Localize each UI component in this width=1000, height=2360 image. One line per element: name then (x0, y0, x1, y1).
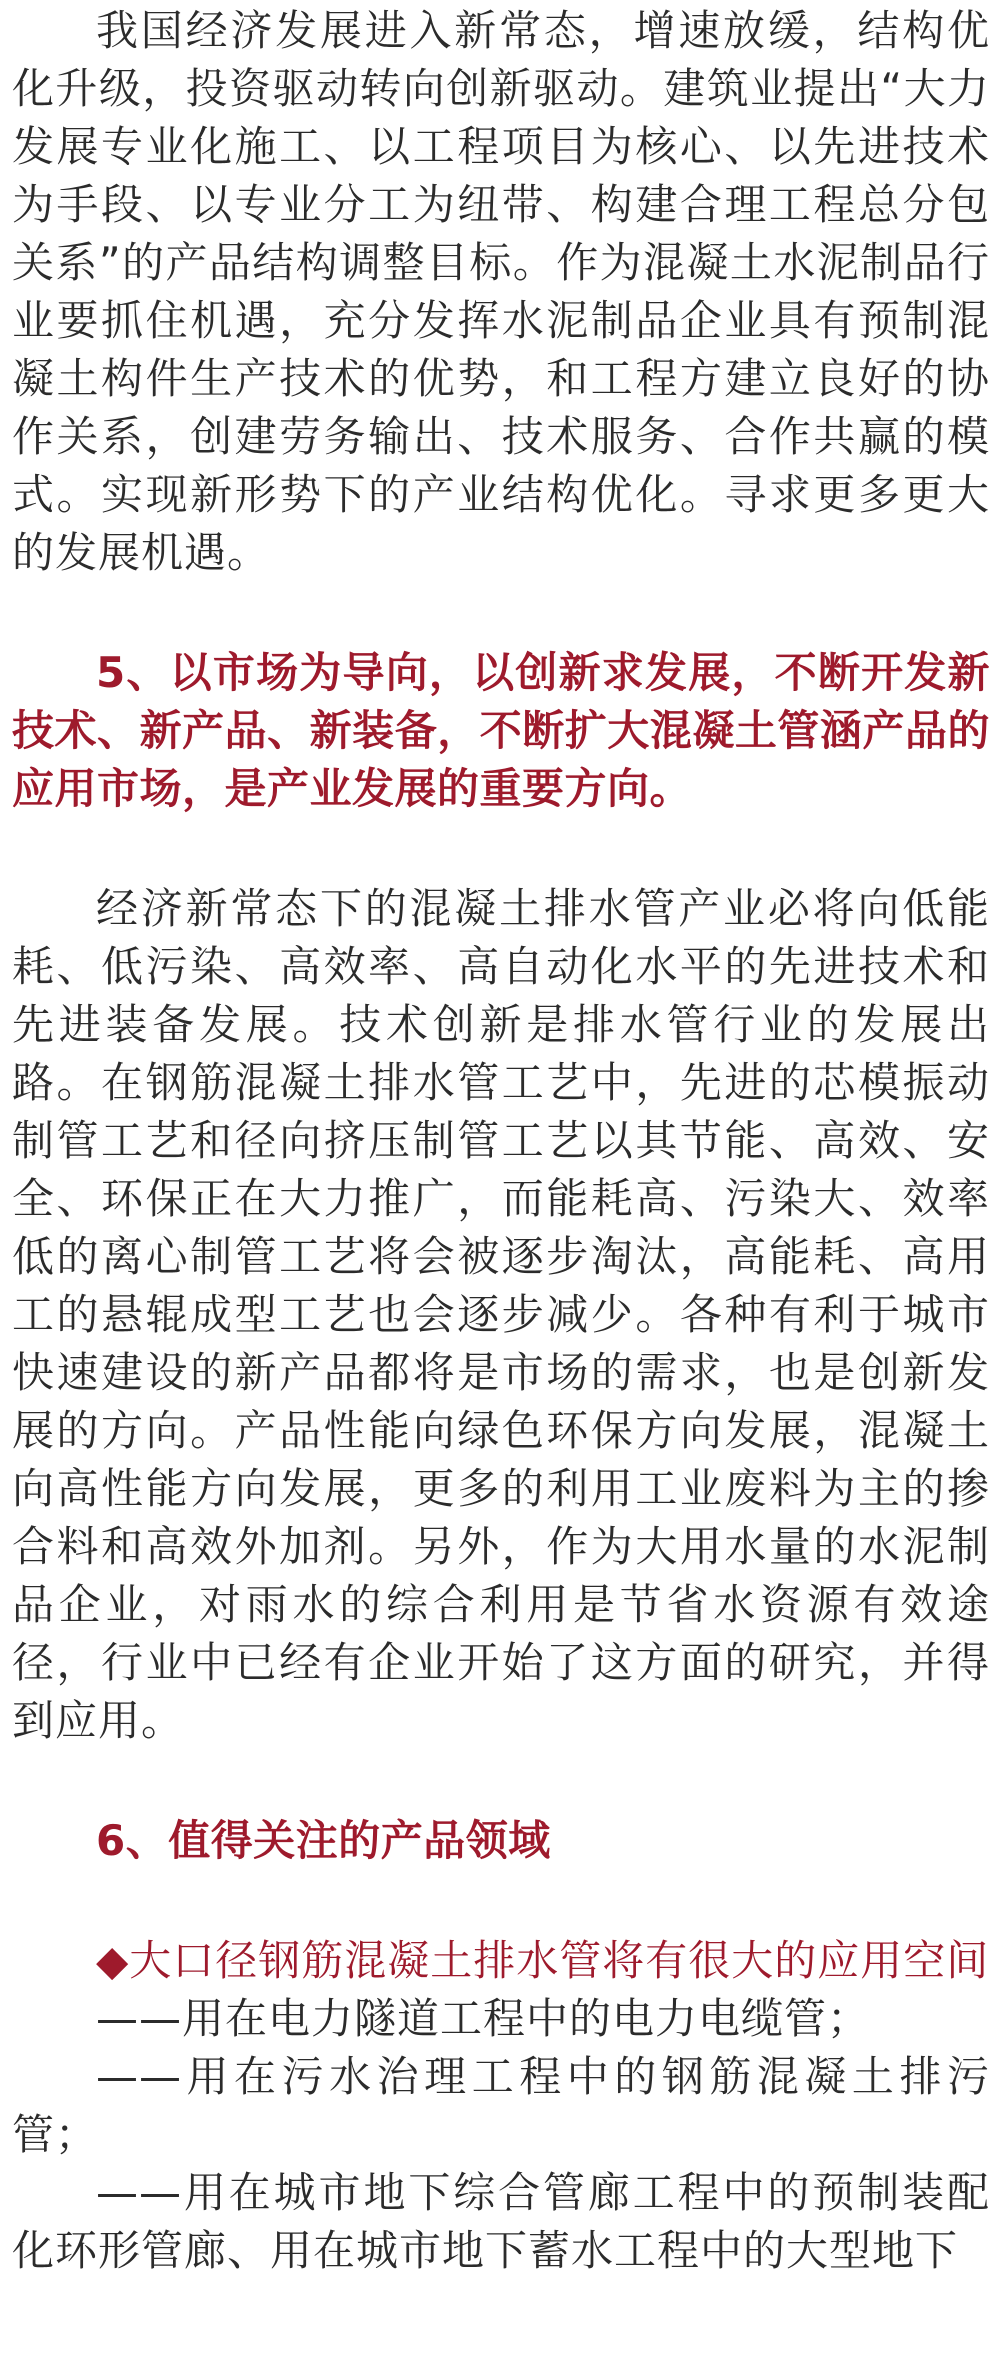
list-item-sewage-pipe: ——用在污水治理工程中的钢筋混凝土排污管； (12, 2052, 990, 2159)
list-item-power-cable-pipe: ——用在电力隧道工程中的电力电缆管； (96, 1994, 871, 2043)
subheading-large-diameter-pipe: ◆大口径钢筋混凝土排水管将有很大的应用空间 (96, 1936, 990, 1985)
article-body (12, 0, 990, 2280)
section-heading-6: 6、值得关注的产品领域 (96, 1816, 551, 1865)
section-heading-5: 5、以市场为导向，以创新求发展，不断开发新技术、新产品、新装备，不断扩大混凝土管涵产品的应用市场，是产业发展的重要方向。 (12, 648, 990, 813)
list-item-utility-tunnel: ——用在城市地下综合管廊工程中的预制装配化环形管廊、用在城市地下蓄水工程中的大型地下 (12, 2168, 990, 2275)
paragraph-economy: 我国经济发展进入新常态，增速放缓，结构优化升级，投资驱动转向创新驱动。建筑业提出“大力发展专业化施工、以工程项目为核心、以先进技术为手段、以专业分工为纽带、构建合理工程总分包关系”的产品结构调整目标。作为混凝土水泥制品行业要抓住机遇，充分发挥水泥制品企业具有预制混凝土构件生产技术的优势，和工程方建立良好的协作关系，创建劳务输出、技术服务、合作共赢的模式。实现新形势下的产业结构优化。寻求更多更大的发展机遇。 (12, 6, 990, 577)
paragraph-innovation: 经济新常态下的混凝土排水管产业必将向低能耗、低污染、高效率、高自动化水平的先进技术和先进装备发展。技术创新是排水管行业的发展出路。在钢筋混凝土排水管工艺中，先进的芯模振动制管工艺和径向挤压制管工艺以其节能、高效、安全、环保正在大力推广，而能耗高、污染大、效率低的离心制管工艺将会被逐步淘汰，高能耗、高用工的悬辊成型工艺也会逐步减少。各种有利于城市快速建设的新产品都将是市场的需求，也是创新发展的方向。产品性能向绿色环保方向发展，混凝土向高性能方向发展，更多的利用工业废料为主的掺合料和高效外加剂。另外，作为大用水量的水泥制品企业，对雨水的综合利用是节省水资源有效途径，行业中已经有企业开始了这方面的研究，并得到应用。 (12, 884, 990, 1745)
